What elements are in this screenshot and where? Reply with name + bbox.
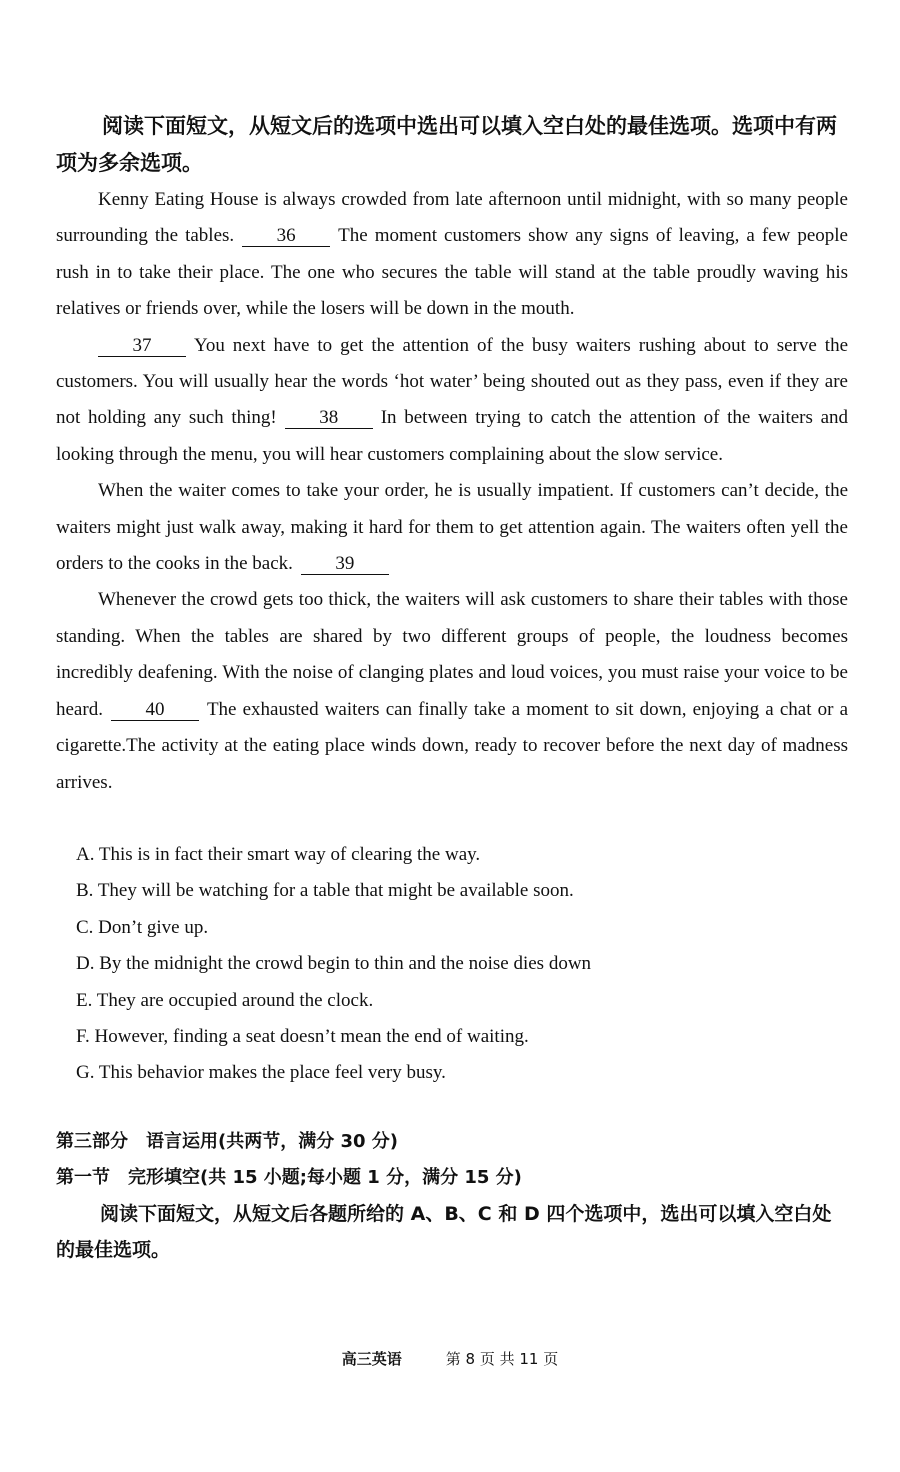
blank-38: 38 (285, 408, 373, 429)
section-title: 完形填空(共 15 小题;每小题 1 分，满分 15 分) (128, 1166, 522, 1188)
exam-page (56, 108, 848, 1268)
paragraph-text: You next have to get the attention of the busy waiters rushing about to serve the customers. You will usually hear the words ‘hot water’ being shouted out as they pass, even if they are not holding any such thing! (56, 334, 848, 429)
section-label: 第三部分 (56, 1130, 128, 1152)
passage-paragraph-3 (56, 473, 848, 582)
paragraph-text: When the waiter comes to take your order, he is usually impatient. If customers can’t decide, the waiters might just walk away, making it hard for them to get attention again. The waiters often yell the orders to the cooks in the back. (56, 480, 848, 575)
blank-37: 37 (98, 336, 186, 357)
section-three-heading (56, 1124, 848, 1160)
footer-page-number: 第 8 页 共 11 页 (445, 1350, 559, 1368)
option-a: A. This is in fact their smart way of clearing the way. (76, 843, 481, 865)
paragraph-text: Kenny Eating House is always crowded from late afternoon until midnight, with so many people surrounding the tables. (56, 189, 848, 247)
option-c: C. Don’t give up. (76, 916, 209, 938)
page-footer (0, 1348, 900, 1369)
paragraph-text: Whenever the crowd gets too thick, the waiters will ask customers to share their tables with those standing. When the tables are shared by two different groups of people, the loudness becomes incredibly deafening. With the noise of clanging plates and loud voices, you must raise your voice to be heard. (56, 589, 848, 720)
part-one-heading (56, 1160, 848, 1196)
task-instruction: 阅读下面短文，从短文后的选项中选出可以填入空白处的最佳选项。选项中有两项为多余选项。 (56, 114, 837, 175)
section-title: 语言运用(共两节，满分 30 分) (146, 1130, 399, 1152)
cloze-instruction: 阅读下面短文，从短文后各题所给的 A、B、C 和 D 四个选项中，选出可以填入空白处的最佳选项。 (56, 1202, 832, 1261)
option-e: E. They are occupied around the clock. (76, 989, 374, 1011)
footer-subject: 高三英语 (341, 1350, 402, 1368)
option-g: G. This behavior makes the place feel very busy. (76, 1062, 446, 1084)
paragraph-text: The moment customers show any signs of leaving, a few people rush in to take their place. The one who secures the table will stand at the table proudly waving his relatives or friends over, while the losers will be down in the mouth. (56, 225, 848, 320)
option-d: D. By the midnight the crowd begin to thin and the noise dies down (76, 953, 592, 975)
blank-39: 39 (301, 554, 389, 575)
blank-36: 36 (242, 226, 330, 247)
passage-paragraph-2 (56, 328, 848, 474)
paragraph-text: The exhausted waiters can finally take a moment to sit down, enjoying a chat or a cigarette.The activity at the eating place winds down, ready to recover before the next day of madness arrives. (56, 698, 848, 793)
answer-options (56, 837, 848, 1092)
option-b: B. They will be watching for a table that might be available soon. (76, 880, 574, 902)
option-f: F. However, finding a seat doesn’t mean the end of waiting. (76, 1025, 529, 1047)
passage-paragraph-4 (56, 582, 848, 800)
passage-paragraph-1 (56, 182, 848, 328)
blank-40: 40 (111, 700, 199, 721)
section-label: 第一节 (56, 1166, 110, 1188)
paragraph-text: In between trying to catch the attention of the waiters and looking through the menu, you will hear customers complaining about the slow service. (56, 407, 848, 465)
